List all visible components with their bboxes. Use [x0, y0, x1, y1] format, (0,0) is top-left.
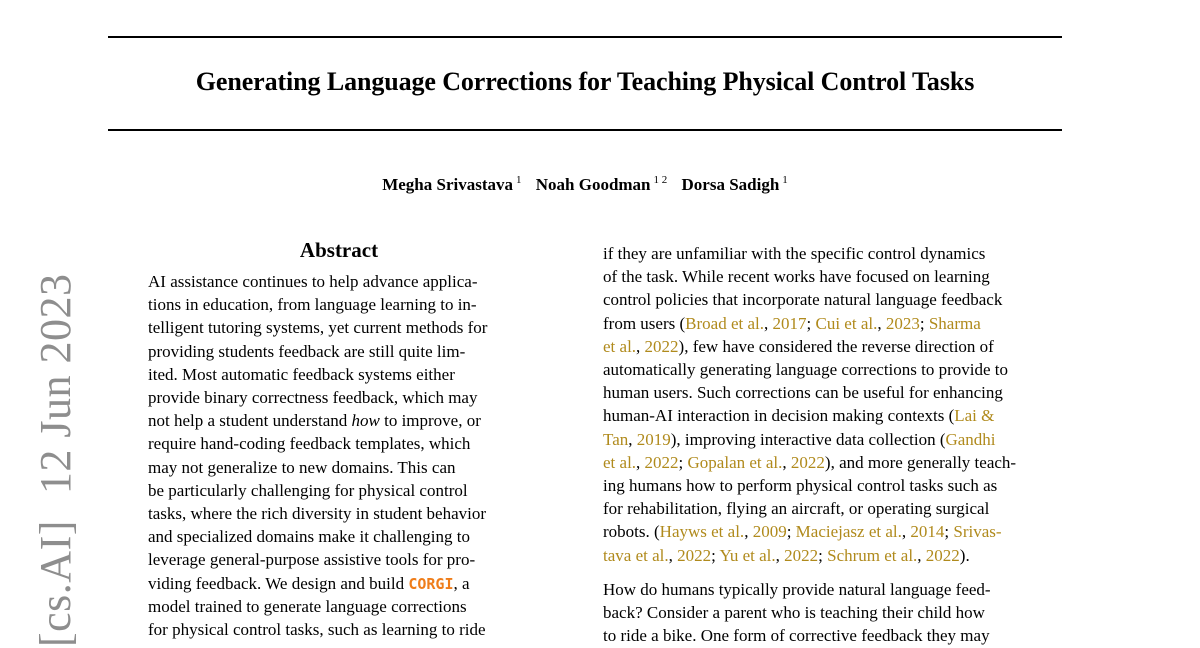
- text-run: ), few have considered the reverse direction of: [678, 336, 994, 356]
- text-line: [148, 340, 465, 363]
- author: [682, 175, 788, 194]
- text-run: ;: [806, 313, 816, 333]
- text-line: [603, 624, 990, 647]
- citation-link[interactable]: 2022: [784, 545, 819, 565]
- text-run: ,: [782, 452, 791, 472]
- paper-title: Generating Language Corrections for Teaching Physical Control Tasks: [195, 67, 975, 96]
- text-line: [603, 474, 997, 497]
- author-name: Noah Goodman: [535, 174, 651, 194]
- citation-link[interactable]: 2022: [644, 336, 679, 356]
- citation-link[interactable]: 2009: [752, 522, 787, 542]
- author-affiliation: 1: [782, 174, 788, 186]
- text-run: ,: [775, 545, 785, 565]
- text-run: telligent tutoring systems, yet current methods for: [148, 318, 488, 338]
- text-line: [148, 316, 487, 339]
- text-run: ,: [917, 545, 926, 565]
- text-line: [603, 451, 1016, 474]
- text-run: ,: [901, 522, 911, 542]
- text-run: ,: [668, 545, 678, 565]
- text-run: ;: [786, 522, 796, 542]
- text-run: require hand-coding feedback templates, which: [148, 434, 471, 454]
- abstract-heading: Abstract: [299, 238, 379, 262]
- text-line: [603, 578, 991, 601]
- citation-link[interactable]: 2022: [677, 545, 712, 565]
- text-line: [603, 288, 1002, 311]
- text-run: human-AI interaction in decision making contexts (: [603, 406, 955, 426]
- arxiv-stamp: [30, 273, 81, 647]
- citation-link[interactable]: Hayws et al.: [659, 522, 745, 542]
- citation-link[interactable]: tava et al.: [603, 545, 669, 565]
- text-run: ;: [818, 545, 828, 565]
- text-run: automatically generating language corrections to provide to: [603, 360, 1009, 379]
- citation-link[interactable]: 2019: [636, 429, 671, 449]
- citation-link[interactable]: et al.: [603, 452, 637, 472]
- text-run: control policies that incorporate natural language feedback: [603, 290, 1003, 310]
- text-run: not help a student understand: [148, 411, 352, 431]
- text-line: [148, 363, 455, 386]
- text-line: [603, 520, 1002, 543]
- text-line: [603, 265, 990, 288]
- title-bottom-rule: [108, 129, 1062, 131]
- text-line: [148, 293, 477, 316]
- text-run: ,: [636, 452, 645, 472]
- author: [536, 175, 668, 194]
- text-run: tasks, where the rich diversity in student behavior: [148, 504, 487, 523]
- citation-link[interactable]: 2017: [772, 313, 807, 333]
- text-run: ited. Most automatic feedback systems either: [148, 364, 455, 384]
- text-run: for rehabilitation, flying an aircraft, or operating surgical: [603, 499, 990, 519]
- text-run: to improve, or: [379, 411, 481, 431]
- text-run: ).: [959, 545, 970, 565]
- text-line: [148, 572, 470, 596]
- text-run: ing humans how to perform physical control tasks such as: [603, 476, 998, 495]
- text-run: , a: [453, 573, 470, 593]
- author-name: Megha Srivastava: [382, 174, 513, 194]
- text-line: [148, 386, 477, 409]
- text-run: human users. Such corrections can be useful for enhancing: [603, 383, 1003, 403]
- citation-link[interactable]: Yu et al.: [719, 545, 776, 565]
- text-run: ), improving interactive data collection (: [670, 429, 946, 449]
- text-line: [148, 456, 456, 479]
- text-line: [603, 601, 985, 624]
- text-run: ,: [744, 522, 753, 542]
- text-run: be particularly challenging for physical control: [148, 480, 468, 500]
- text-run: back? Consider a parent who is teaching their child how: [603, 603, 985, 622]
- text-run: from users (: [603, 313, 686, 333]
- text-run: ,: [628, 429, 637, 449]
- citation-link[interactable]: Sharma: [928, 313, 981, 333]
- author-name: Dorsa Sadigh: [681, 174, 780, 194]
- text-line: [148, 432, 470, 455]
- text-run: model trained to generate language corrections: [148, 596, 467, 616]
- text-run: provide binary correctness feedback, which may: [148, 388, 478, 407]
- text-run: of the task. While recent works have focused on learning: [603, 267, 990, 287]
- text-line: [148, 595, 467, 618]
- citation-link[interactable]: Cui et al.: [815, 313, 878, 333]
- author: [382, 175, 521, 194]
- citation-link[interactable]: Gandhi: [945, 429, 996, 449]
- citation-link[interactable]: Schrum et al.: [827, 545, 918, 565]
- text-line: [603, 404, 994, 427]
- text-run: for physical control tasks, such as learning to ride: [148, 620, 486, 639]
- citation-link[interactable]: Tan: [603, 429, 629, 449]
- text-run: providing students feedback are still quite lim-: [148, 341, 466, 361]
- author-affiliation: 1: [515, 174, 522, 186]
- text-run: may not generalize to new domains. This can: [148, 457, 456, 477]
- text-run: How do humans typically provide natural language feed-: [603, 579, 991, 599]
- text-run: tions in education, from language learning to in-: [148, 295, 477, 315]
- text-run: viding feedback. We design and build: [148, 573, 409, 593]
- citation-link[interactable]: 2022: [644, 452, 679, 472]
- text-run: ;: [944, 522, 954, 542]
- text-run: ,: [636, 336, 645, 356]
- text-line: [603, 312, 981, 335]
- arxiv-date: 12 Jun 2023: [31, 273, 80, 495]
- title-top-rule: [108, 36, 1062, 38]
- text-line: [603, 242, 985, 265]
- text-run: to ride a bike. One form of corrective feedback they may: [603, 626, 990, 646]
- emphasis: how: [351, 411, 380, 431]
- text-line: [148, 525, 470, 548]
- text-run: and specialized domains make it challenging to: [148, 527, 470, 547]
- citation-link[interactable]: 2022: [925, 545, 960, 565]
- text-line: [148, 502, 486, 525]
- text-line: [148, 618, 486, 641]
- citation-link[interactable]: 2022: [790, 452, 825, 472]
- text-run: AI assistance continues to help advance applica-: [148, 272, 478, 291]
- text-line: [148, 548, 475, 571]
- citation-link[interactable]: Maciejasz et al.: [795, 522, 902, 542]
- citation-link[interactable]: Srivas-: [953, 522, 1002, 542]
- citation-link[interactable]: Gopalan et al.: [687, 452, 783, 472]
- text-run: robots. (: [603, 522, 660, 542]
- author-affiliation: 1 2: [653, 174, 668, 186]
- text-run: ;: [678, 452, 688, 472]
- text-line: [148, 270, 477, 293]
- text-line: [148, 409, 481, 432]
- text-line: [603, 358, 1008, 381]
- text-line: [603, 428, 996, 451]
- text-line: [603, 544, 970, 567]
- text-run: ,: [764, 313, 773, 333]
- text-run: ;: [711, 545, 720, 565]
- citation-link[interactable]: 2014: [910, 522, 945, 542]
- citation-link[interactable]: 2023: [885, 313, 920, 333]
- citation-link[interactable]: et al.: [603, 336, 637, 356]
- text-run: leverage general-purpose assistive tools for pro-: [148, 550, 476, 570]
- text-line: [148, 479, 468, 502]
- text-run: if they are unfamiliar with the specific control dynamics: [603, 244, 986, 263]
- text-line: [603, 335, 994, 358]
- text-line: [603, 497, 989, 520]
- citation-link[interactable]: Lai &: [954, 406, 995, 426]
- text-run: ;: [919, 313, 929, 333]
- citation-link[interactable]: Broad et al.: [685, 313, 764, 333]
- text-line: [603, 381, 1003, 404]
- text-run: ), and more generally teach-: [824, 452, 1017, 472]
- text-run: ,: [877, 313, 886, 333]
- arxiv-category: [cs.AI]: [31, 520, 80, 647]
- model-name: CORGI: [408, 574, 454, 593]
- author-list: [0, 174, 1170, 195]
